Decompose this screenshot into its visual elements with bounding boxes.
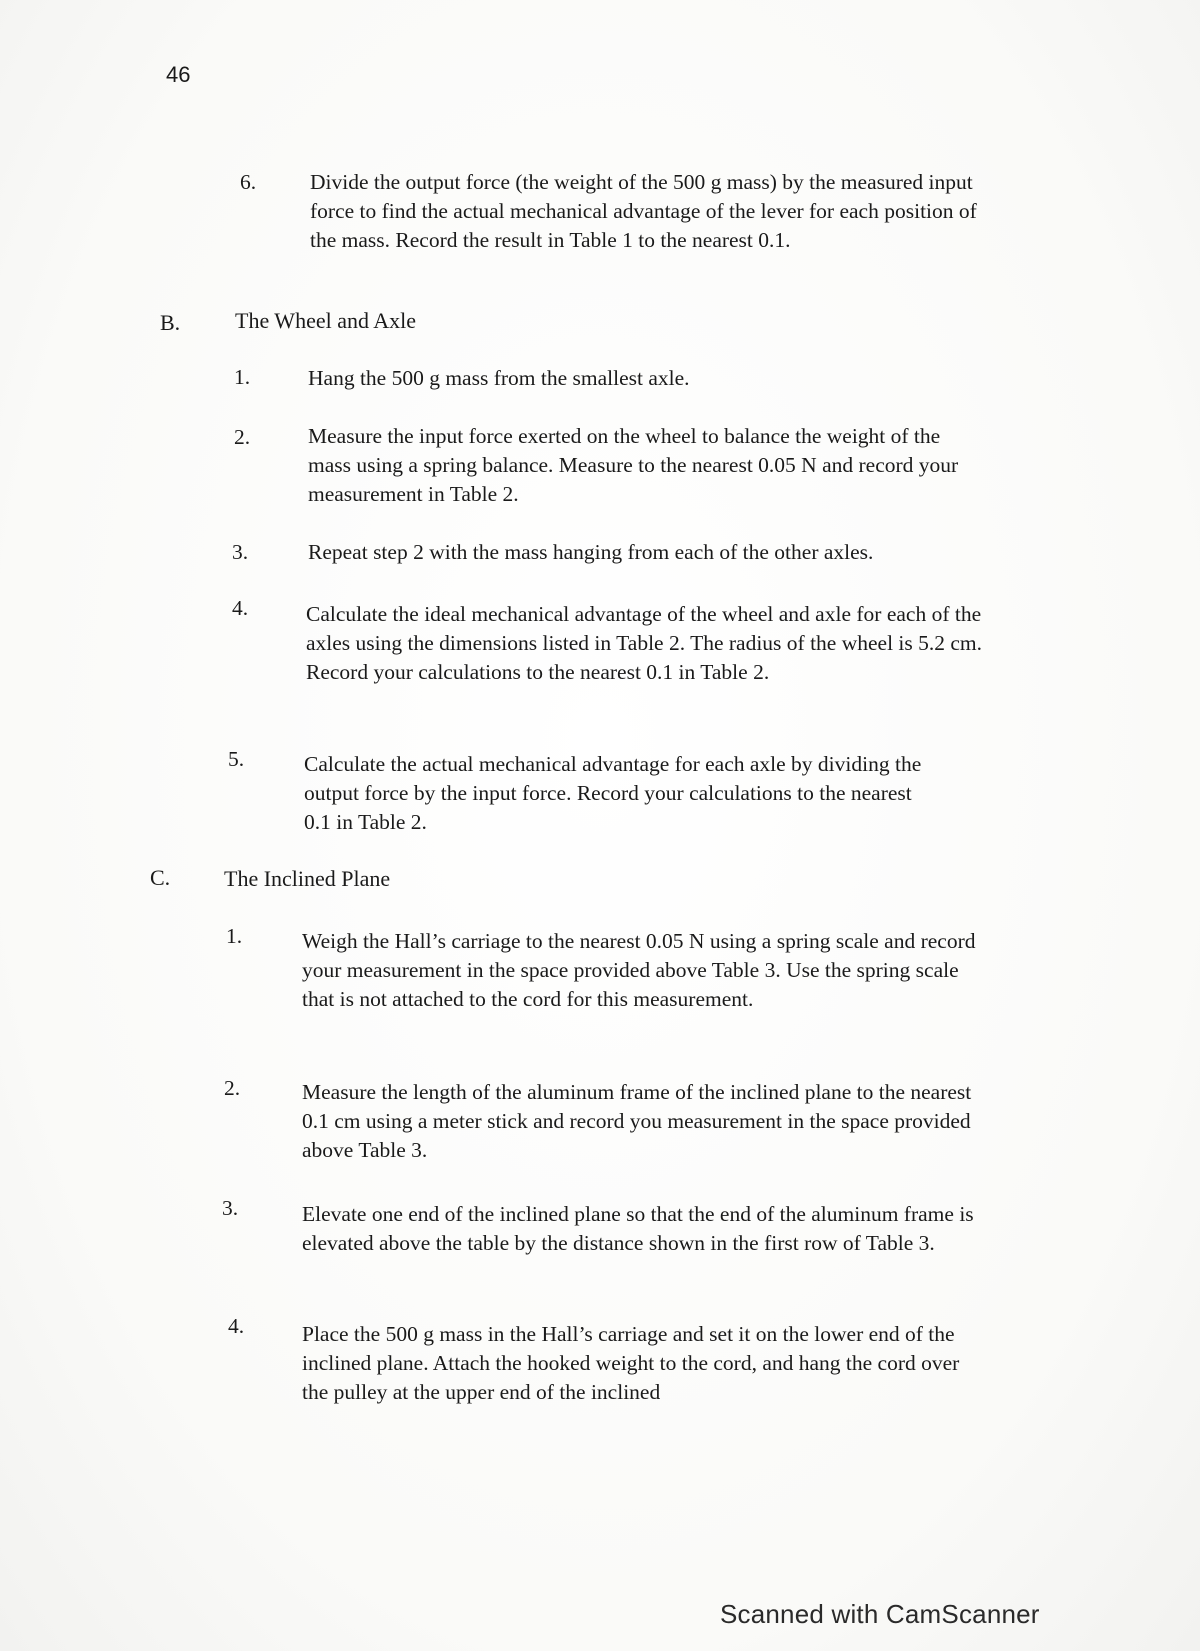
step-number: 2. bbox=[224, 1076, 241, 1100]
step-number: 4. bbox=[228, 1314, 245, 1338]
step-text: Measure the input force exerted on the wheel to balance the weight of the mass using a spring balance. Measure to the nearest 0.05 N and record your measurement in Table 2. bbox=[308, 424, 959, 506]
step-text: Calculate the actual mechanical advantage for each axle by dividing the output force by the input force. Record your calculations to the nearest 0.1 in Table 2. bbox=[304, 752, 922, 834]
step-number: 1. bbox=[226, 924, 243, 948]
step-text: Hang the 500 g mass from the smallest axle. bbox=[308, 366, 690, 390]
step-number: 4. bbox=[232, 596, 249, 620]
scanner-watermark: Scanned with CamScanner bbox=[720, 1599, 1040, 1629]
section-letter: C. bbox=[150, 865, 171, 890]
step-text: Weigh the Hall’s carriage to the nearest 0.05 N using a spring scale and record your measurement in the space provided above Table 3. Use the spring scale that is not attached to the cord for this measurement. bbox=[302, 929, 976, 1011]
section-letter: B. bbox=[160, 310, 181, 335]
step-number: 5. bbox=[228, 747, 245, 771]
step-number: 3. bbox=[222, 1196, 239, 1220]
step-number: 6. bbox=[240, 170, 257, 194]
page-number: 46 bbox=[166, 62, 191, 87]
section-title: The Inclined Plane bbox=[224, 866, 391, 891]
step-text: Divide the output force (the weight of the 500 g mass) by the measured input force to find the actual mechanical advantage of the lever for each position of the mass. Record the result in Table 1 to the nearest 0.1. bbox=[310, 170, 977, 252]
step-number: 3. bbox=[232, 540, 249, 564]
step-text: Measure the length of the aluminum frame of the inclined plane to the nearest 0.1 cm using a meter stick and record you measurement in the space provided above Table 3. bbox=[302, 1080, 972, 1162]
step-text: Place the 500 g mass in the Hall’s carriage and set it on the lower end of the inclined plane. Attach the hooked weight to the cord, and hang the cord over the pulley at the upper end of the inclined bbox=[302, 1322, 960, 1404]
step-text: Elevate one end of the inclined plane so that the end of the aluminum frame is elevated above the table by the distance shown in the first row of Table 3. bbox=[302, 1202, 974, 1255]
step-text: Repeat step 2 with the mass hanging from each of the other axles. bbox=[308, 540, 874, 564]
step-number: 2. bbox=[234, 425, 251, 449]
section-title: The Wheel and Axle bbox=[235, 308, 417, 333]
step-text: Calculate the ideal mechanical advantage of the wheel and axle for each of the axles using the dimensions listed in Table 2. The radius of the wheel is 5.2 cm. Record your calculations to the nearest 0.1 in Table 2. bbox=[306, 602, 983, 684]
step-number: 1. bbox=[234, 365, 251, 389]
